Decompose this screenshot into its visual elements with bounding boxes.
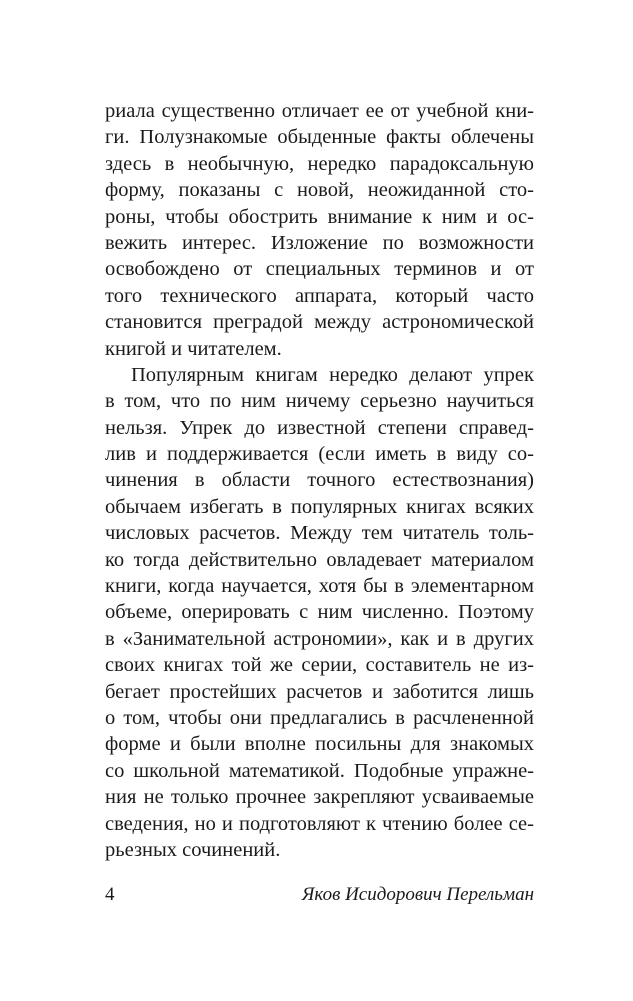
- text-line: ко тогда действительно овладевает материалом: [105, 548, 534, 571]
- text-line: числовых расчетов. Между тем читатель толь-: [105, 522, 534, 545]
- text-line: лив и поддерживается (если иметь в виду со-: [105, 443, 534, 466]
- text-line: становится преградой между астрономической: [105, 311, 534, 334]
- text-line: своих книгах той же серии, составитель не из-: [105, 654, 534, 677]
- page-number: 4: [105, 884, 115, 905]
- text-line: рьезных сочинений.: [105, 838, 281, 861]
- running-title-author: Яков Исидорович Перельман: [301, 884, 534, 905]
- paragraph-2: [105, 362, 534, 863]
- paragraph-1: [105, 98, 534, 362]
- text-line: книги, когда научается, хотя бы в элементарном: [105, 575, 534, 598]
- text-line: того технического аппарата, который часто: [105, 284, 534, 307]
- text-line: обычаем избегать в популярных книгах всяких: [105, 495, 534, 518]
- text-line: о том, чтобы они предлагались в расчлененной: [105, 706, 534, 729]
- text-line: вежить интерес. Изложение по возможности: [105, 231, 534, 254]
- page-footer: [105, 882, 534, 908]
- text-line: ги. Полузнакомые обыденные факты облечены: [105, 126, 534, 149]
- text-line: в том, что по ним ничему серьезно научиться: [105, 390, 534, 413]
- text-line: сведения, но и подготовляют к чтению более се-: [105, 812, 534, 835]
- text-line: в «Занимательной астрономии», как и в других: [105, 627, 534, 650]
- text-line: здесь в необычную, нередко парадоксальную: [105, 152, 534, 175]
- text-line: нельзя. Упрек до известной степени справед-: [105, 416, 534, 439]
- text-line: объеме, оперировать с ним численно. Поэтому: [105, 601, 534, 624]
- text-line: Популярным книгам нередко делают упрек: [131, 363, 534, 386]
- text-line: ния не только прочнее закрепляют усваиваемые: [105, 786, 534, 809]
- text-line: книгой и читателем.: [105, 337, 282, 360]
- body-text: [105, 98, 534, 863]
- text-line: чинения в области точного естествознания): [105, 469, 534, 492]
- text-line: бегает простейших расчетов и заботится лишь: [105, 680, 534, 703]
- text-line: со школьной математикой. Подобные упражне-: [105, 759, 534, 782]
- text-line: риала существенно отличает ее от учебной кни-: [105, 100, 534, 122]
- text-line: освобождено от специальных терминов и от: [105, 258, 534, 281]
- text-line: роны, чтобы обострить внимание к ним и ос-: [105, 205, 534, 228]
- text-line: форме и были вполне посильны для знакомых: [105, 733, 534, 756]
- text-line: форму, показаны с новой, неожиданной сто-: [105, 179, 534, 202]
